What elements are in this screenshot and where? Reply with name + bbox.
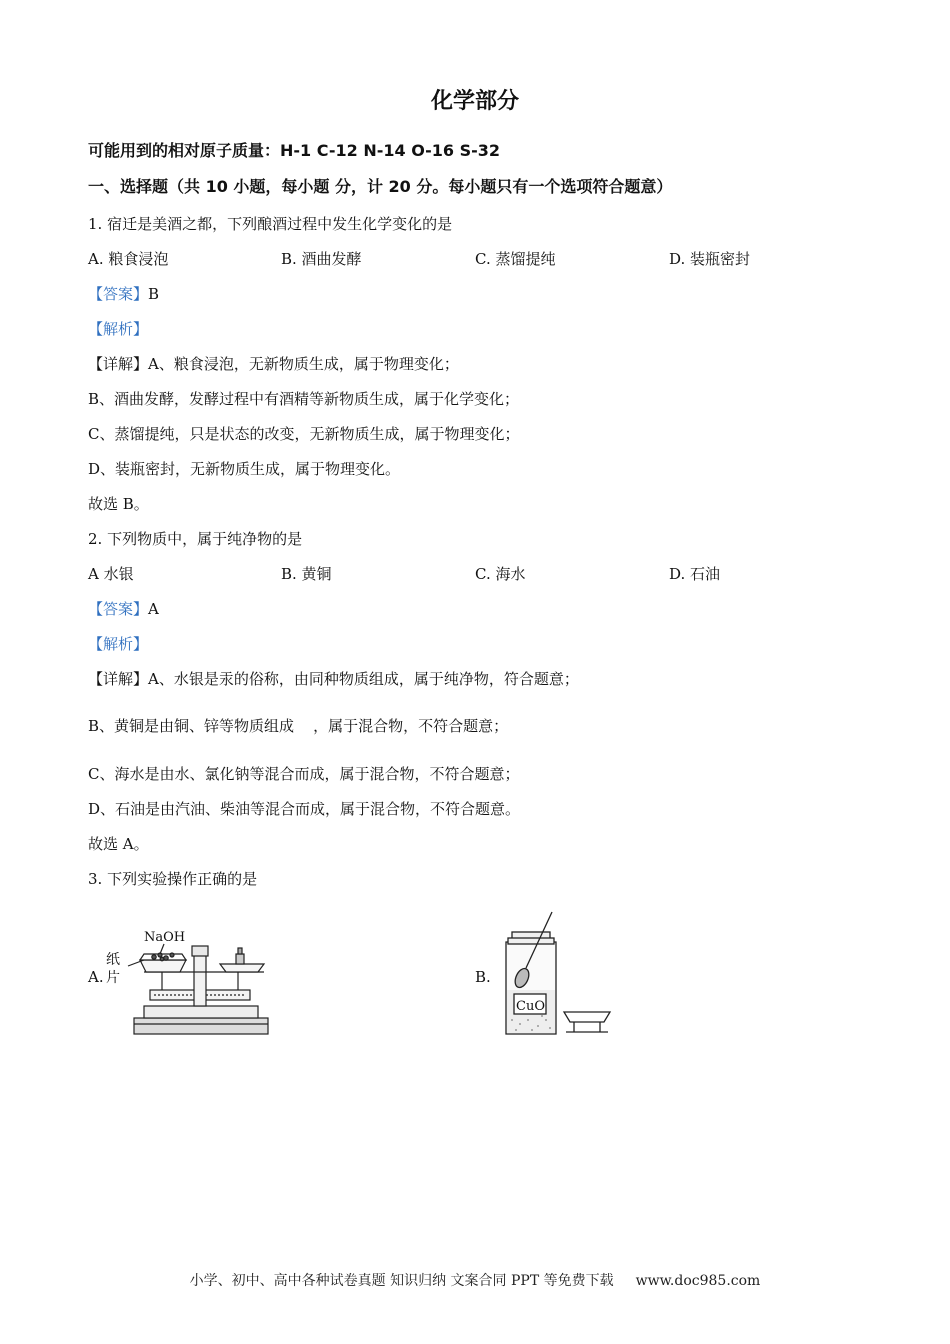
q2-stem: 2. 下列物质中，属于纯净物的是 (88, 530, 303, 548)
q1-conclusion: 故选 B。 (88, 495, 149, 513)
q1-option-a: A. 粮食浸泡 (88, 250, 169, 268)
naoh-label: NaOH (144, 930, 186, 945)
q2-option-d: D. 石油 (669, 565, 721, 583)
q2-option-c: C. 海水 (475, 565, 526, 583)
q1-detail-a: A、粮食浸泡，无新物质生成，属于物理变化； (148, 355, 459, 373)
q2-option-a: A 水银 (88, 565, 134, 583)
q2-option-b: B. 黄铜 (281, 565, 332, 583)
q3-stem: 3. 下列实验操作正确的是 (88, 870, 258, 888)
reagent-bottle-figure (494, 906, 618, 1040)
balance-figure (104, 924, 274, 1040)
answer-tag: 【答案】 (88, 285, 149, 303)
footer-text: 小学、初中、高中各种试卷真题 知识归纳 文案合同 PPT 等免费下载 (189, 1273, 614, 1289)
q3-option-b-label: B. (475, 968, 491, 986)
q1-answer-line (88, 284, 159, 304)
q2-conclusion: 故选 A。 (88, 835, 149, 853)
q1-detail-d: D、装瓶密封，无新物质生成，属于物理变化。 (88, 460, 401, 478)
q2-detail-a-line (88, 669, 579, 689)
q1-option-b: B. 酒曲发酵 (281, 250, 362, 268)
q3-option-a-label: A. (88, 968, 104, 986)
q1-option-c: C. 蒸馏提纯 (475, 250, 556, 268)
detail-tag: 【详解】 (88, 355, 149, 373)
q1-detail-a-line (88, 354, 459, 374)
q2-detail-d: D、石油是由汽油、柴油等混合而成，属于混合物，不符合题意。 (88, 800, 521, 818)
q2-detail-b: B、黄铜是由铜、锌等物质组成 ，属于混合物，不符合题意； (88, 717, 509, 735)
q2-detail-a: A、水银是汞的俗称，由同种物质组成，属于纯净物，符合题意； (148, 670, 579, 688)
q1-answer: B (148, 285, 160, 303)
q2-answer: A (148, 600, 159, 618)
page-title: 化学部分 (430, 89, 519, 114)
q1-analysis-tag: 【解析】 (88, 320, 149, 338)
q1-option-d: D. 装瓶密封 (669, 250, 751, 268)
atomic-mass-line: 可能用到的相对原子质量：H-1 C-12 N-14 O-16 S-32 (88, 141, 500, 160)
paper-label-2: 片 (106, 970, 120, 986)
q2-detail-c: C、海水是由水、氯化钠等混合而成，属于混合物，不符合题意； (88, 765, 520, 783)
section-heading: 一、选择题（共 10 小题，每小题 分，计 20 分。每小题只有一个选项符合题意） (88, 177, 673, 196)
q1-stem: 1. 宿迁是美酒之都，下列酿酒过程中发生化学变化的是 (88, 215, 453, 233)
q2-answer-line (88, 599, 159, 619)
answer-tag: 【答案】 (88, 600, 149, 618)
footer-url[interactable]: www.doc985.com (635, 1273, 761, 1289)
q1-detail-b: B、酒曲发酵，发酵过程中有酒精等新物质生成，属于化学变化； (88, 390, 520, 408)
q2-analysis-tag: 【解析】 (88, 635, 149, 653)
detail-tag: 【详解】 (88, 670, 149, 688)
page-footer (0, 1270, 950, 1290)
q1-detail-c: C、蒸馏提纯，只是状态的改变，无新物质生成，属于物理变化； (88, 425, 520, 443)
cuo-label: CuO (516, 999, 545, 1014)
paper-label-1: 纸 (106, 952, 120, 968)
